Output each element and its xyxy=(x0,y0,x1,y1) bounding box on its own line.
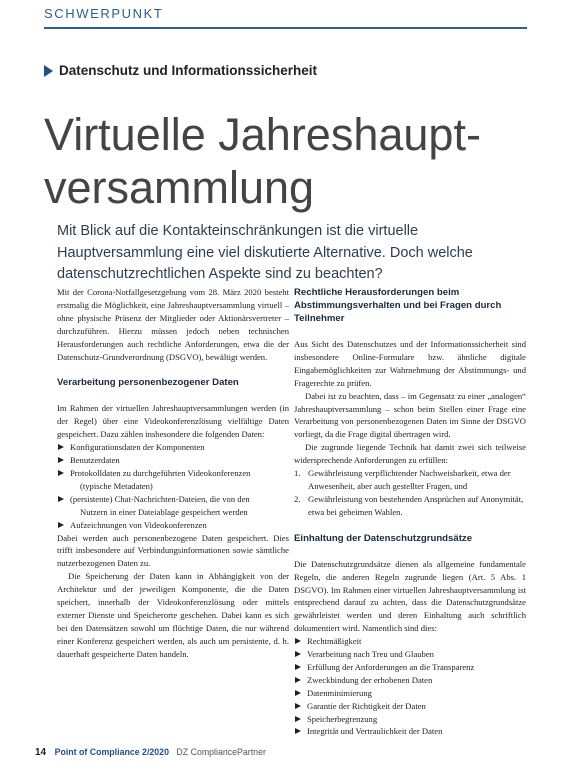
data-list xyxy=(57,441,289,531)
list-item: Zweckbindung der erhobenen Daten xyxy=(294,674,526,687)
numbered-list xyxy=(294,467,526,519)
paragraph: Im Rahmen der virtuellen Jahreshauptversammlungen werden (in der Regel) über eine Videokonferenzlösung vielfältige Daten gespeichert. Dazu zählen insbesondere die folgenden Daten: xyxy=(57,403,289,440)
left-column xyxy=(57,286,289,661)
title-line-1: Virtuelle Jahreshaupt- xyxy=(44,109,481,160)
list-item: Konfigurationsdaten der Komponenten xyxy=(57,441,289,454)
principles-list xyxy=(294,635,526,738)
list-item: Speicherbegrenzung xyxy=(294,713,526,726)
page-footer xyxy=(35,747,266,758)
list-item: Aufzeichnungen von Videokonferenzen xyxy=(57,519,289,532)
list-item: Rechtmäßigkeit xyxy=(294,635,526,648)
list-item: Integrität und Vertraulichkeit der Daten xyxy=(294,725,526,738)
section-heading: Einhaltung der Datenschutzgrundsätze xyxy=(294,532,473,544)
list-item: Benutzerdaten xyxy=(57,454,289,467)
article-title xyxy=(44,108,481,214)
triangle-right-icon xyxy=(44,65,53,77)
section-heading: Verarbeitung personenbezogener Daten xyxy=(57,377,239,389)
magazine-name: Point of Compliance 2/2020 xyxy=(54,747,169,757)
section-label: SCHWERPUNKT xyxy=(44,6,164,21)
intro-paragraph: Mit der Corona-Notfallgesetzgebung vom 28. März 2020 besteht erstmalig die Möglichkeit, eine Jahreshauptversammlung virtuell – ohne physische Präsenz der Mitglieder oder Aktionärsvertreter – durchzuführen. Hierzu müssen jedoch neben technischen Herausforderungen auch rechtliche Anforderungen, etwa die der Datenschutz-Grundverordnung (DSGVO), bewältigt werden. xyxy=(57,287,289,362)
paragraph: Die Datenschutzgrundsätze dienen als allgemeine fundamentale Regeln, die anderen Regeln zugrunde liegen (Art. 5 Abs. 1 DSGVO). Im Rahmen einer virtuellen Jahreshauptversammlung ist entsprechend darauf zu achten, dass die Datenschutzgrundsätze gewährleistet werden und deren Einhaltung auch schriftlich dokumentiert wird. Namentlich sind dies: xyxy=(294,558,526,634)
header-rule xyxy=(44,27,527,29)
kicker xyxy=(44,63,317,78)
list-item: 2. Gewährleistung von bestehenden Ansprüchen auf Anonymität, etwa bei geheimen Wahlen. xyxy=(294,493,524,517)
right-column xyxy=(294,286,526,738)
list-item: Erfüllung der Anforderungen an die Transparenz xyxy=(294,661,526,674)
paragraph: Die Speicherung der Daten kann in Abhängigkeit von der Architektur und der jeweiligen Komponente, die die Daten speichert, innerhalb der Videokonferenzlösung oder mittels externer Dienste und Speicherorte geschehen. Dabei kann es sich bei den Datensätzen sowohl um flüchtige Daten, die nur während einer Konferenz gespeichert werden, als auch um persistente, d. h. dauerhaft gespeicherte Daten handeln. xyxy=(57,571,289,659)
kicker-text: Datenschutz und Informationssicherheit xyxy=(59,63,318,78)
title-line-2: versammlung xyxy=(44,162,315,213)
section-heading: Rechtliche Herausforderungen beim Abstimmungsverhalten und bei Fragen durch Teilnehmer xyxy=(294,287,502,324)
list-item: Verarbeitung nach Treu und Glauben xyxy=(294,648,526,661)
list-item: Garantie der Richtigkeit der Daten xyxy=(294,700,526,713)
list-item: Datenminimierung xyxy=(294,687,526,700)
page-number: 14 xyxy=(35,747,47,758)
list-item: 1. Gewährleistung verpflichtender Nachweisbarkeit, etwa der Anwesenheit, aber auch gestellter Fragen, und xyxy=(294,468,511,491)
list-item: (persistente) Chat-Nachrichten-Dateien, die von den Nutzern in einer Dateiablage gespeichert werden xyxy=(57,493,289,519)
paragraph: Dabei werden auch personenbezogene Daten gespeichert. Dies trifft insbesondere auf Verbindungsinformationen sowie sämtliche nutzerbezogenen Daten zu. xyxy=(57,532,289,569)
paragraph: Die zugrunde liegende Technik hat damit zwei sich teilweise widersprechende Anforderungen zu erfüllen: xyxy=(294,442,526,466)
paragraph: Dabei ist zu beachten, dass – im Gegensatz zu einer „analogen“ Jahreshauptversammlung – schon beim Stellen einer Frage eine Verarbeitung von personenbezogenen Daten im Sinne der DSGVO vorliegt, da die Frage digital übertragen wird. xyxy=(294,390,526,440)
paragraph: Aus Sicht des Datenschutzes und der Informationssicherheit sind insbesondere Online-Formulare bzw. ähnliche digitale Eingabemöglichkeiten zur Wahrnehmung der Abstimmungs- und Fragerechte zu prüfen. xyxy=(294,339,526,388)
lead-paragraph: Mit Blick auf die Kontakteinschränkungen ist die virtuelle Hauptversammlung eine viel diskutierte Alternative. Doch welche datenschutzrechtlichen Aspekte sind zu beachten? xyxy=(57,223,473,282)
publisher-name: DZ CompliancePartner xyxy=(176,747,266,757)
list-item: Protokolldaten zu durchgeführten Videokonferenzen (typische Metadaten) xyxy=(57,467,289,493)
